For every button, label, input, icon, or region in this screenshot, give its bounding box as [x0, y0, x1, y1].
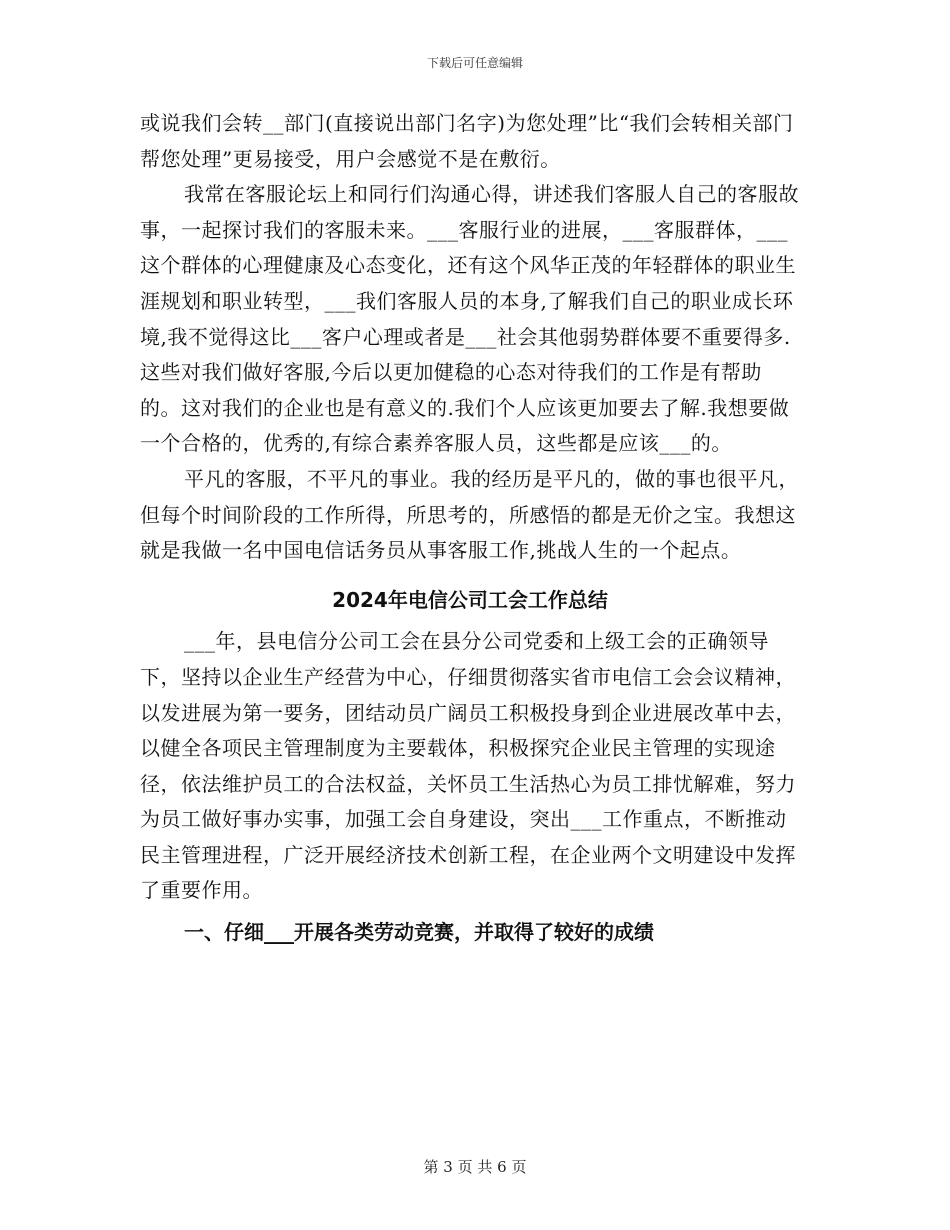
paragraph-2: 我常在客服论坛上和同行们沟通心得，讲述我们客服人自己的客服故事，一起探讨我们的客服未来。___客服行业的进展，___客服群体，___这个群体的心理健康及心态变化，还有这个风华正茂的年轻群体的职业生涯规划和职业转型，___我们客服人员的本身,了解我们自己的职业成长环境,我不觉得这比___客户心理或者是___社会其他弱势群体要不重要得多.这些对我们做好客服,今后以更加健稳的心态对待我们的工作是有帮助的。这对我们的企业也是有意义的.我们个人应该更加要去了解.我想要做一个合格的，优秀的,有综合素养客服人员，这些都是应该___的。 — [140, 182, 799, 456]
paragraph-1: 或说我们会转__部门(直接说出部门名字)为您处理”比“我们会转相关部门帮您处理”更易接受，用户会感觉不是在敷衍。 — [140, 111, 794, 171]
section-heading-1: 一、仔细___开展各类劳动竞赛，并取得了较好的成绩 — [184, 920, 654, 945]
paragraph-4: ___年，县电信分公司工会在县分公司党委和上级工会的正确领导下，坚持以企业生产经营为中心，仔细贯彻落实省市电信工会会议精神，以发进展为第一要务，团结动员广阔员工积极投身到企业进展改革中去，以健全各项民主管理制度为主要载体，积极探究企业民主管理的实现途径，依法维护员工的合法权益，关怀员工生活热心为员工排忧解难，努力为员工做好事办实事，加强工会自身建设，突出___工作重点，不断推动民主管理进程，广泛开展经济技术创新工程，在企业两个文明建设中发挥了重要作用。 — [140, 629, 796, 903]
page-number: 第 3 页 共 6 页 — [423, 1158, 527, 1176]
paragraph-3: 平凡的客服，不平凡的事业。我的经历是平凡的，做的事也很平凡，但每个时间阶段的工作所得，所思考的，所感悟的都是无价之宝。我想这就是我做一名中国电信话务员从事客服工作,挑战人生的一个起点。 — [140, 466, 799, 563]
document-title: 2024年电信公司工会工作总结 — [332, 587, 608, 612]
document-body — [140, 106, 800, 951]
header-note: 下载后可任意编辑 — [426, 56, 523, 70]
